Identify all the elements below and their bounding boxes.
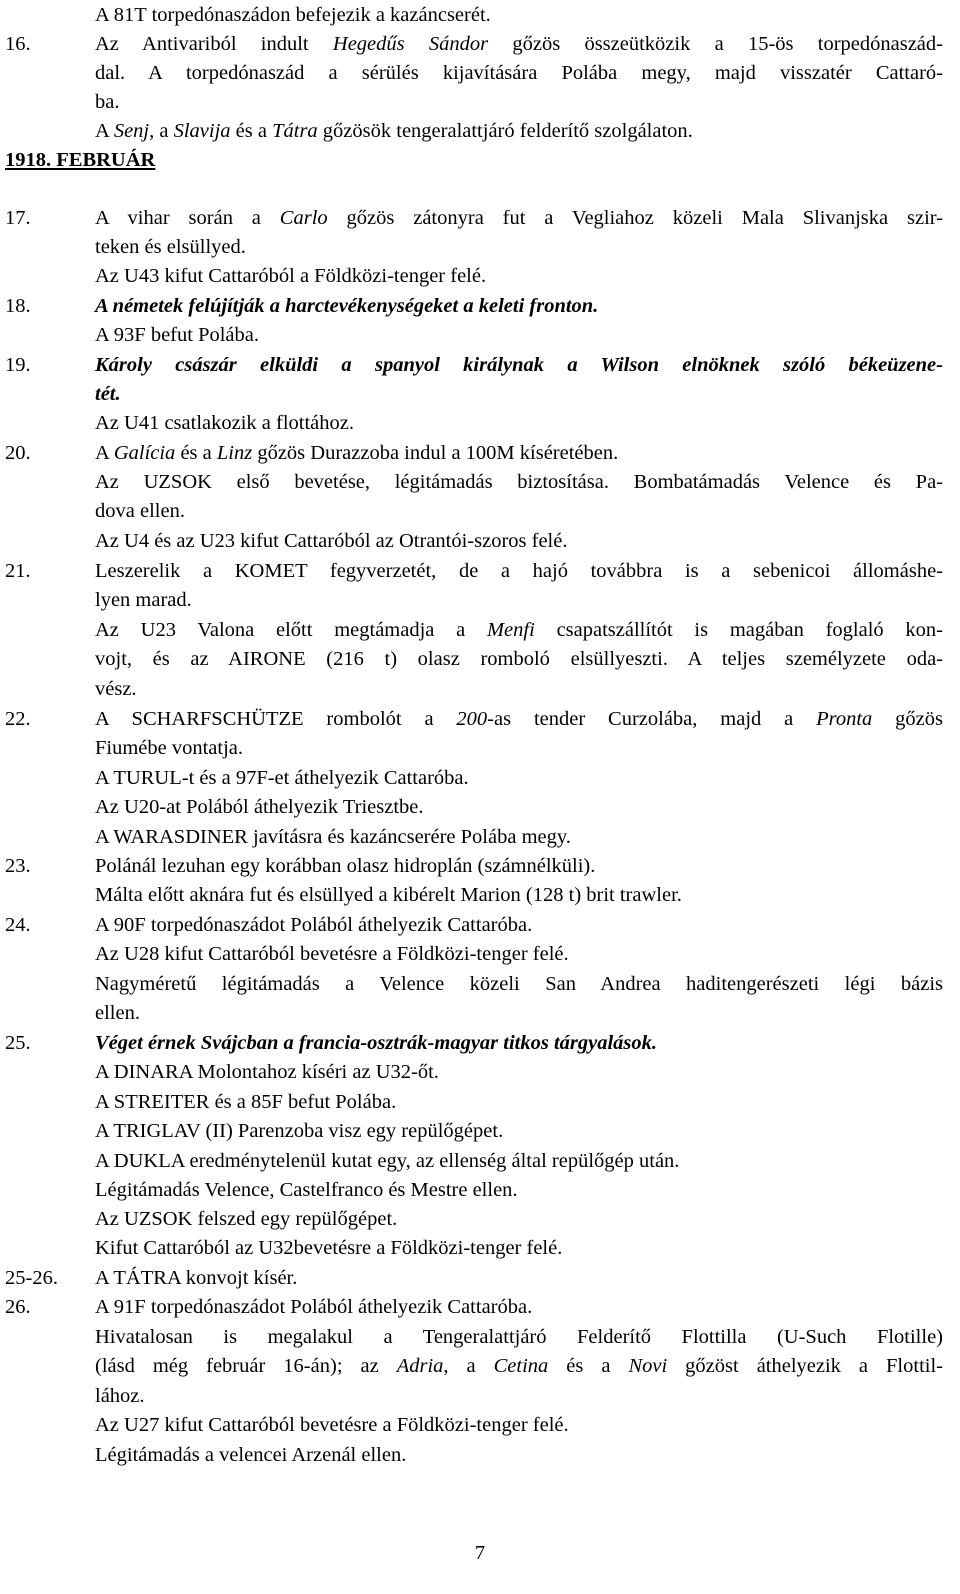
entry-text: A TÁTRA konvojt kísér. — [95, 1267, 298, 1289]
entry-date: 19. — [5, 354, 31, 376]
entry-text: Károly császár elküldi a spanyol királynak a Wilson elnöknek szóló békeüzene- — [95, 354, 943, 376]
chronology-entry — [0, 261, 960, 291]
entry-text: A STREITER és a 85F befut Polába. — [95, 1091, 397, 1113]
entry-text: Polánál lezuhan egy korábban olasz hidroplán (számnélküli). — [95, 855, 596, 877]
entry-text: A 93F befut Polába. — [95, 324, 259, 346]
entry-text: Az U27 kifut Cattaróból bevetésre a Földközi-tenger felé. — [95, 1414, 569, 1436]
chronology-entry — [0, 998, 960, 1028]
chronology-entry — [0, 1087, 960, 1117]
chronology-entry — [0, 408, 960, 438]
chronology-entry — [0, 0, 960, 30]
month-heading: 1918. FEBRUÁR — [5, 149, 156, 171]
chronology-entry — [0, 880, 960, 910]
ship-name: Cetina — [493, 1355, 549, 1377]
entry-text: A DUKLA eredménytelenül kutat egy, az ellenség által repülőgép után. — [95, 1150, 680, 1172]
chronology-entry — [0, 438, 960, 468]
entry-text: Az U43 kifut Cattaróból a Földközi-tenger felé. — [95, 265, 487, 287]
entry-text: A SCHARFSCHÜTZE rombolót a 200-as tender Curzolába, majd a Pronta gőzös — [95, 708, 943, 730]
chronology-entry — [0, 733, 960, 763]
chronology-entry — [0, 1146, 960, 1176]
chronology-entry — [0, 203, 960, 233]
entry-text: Leszerelik a KOMET fegyverzetét, de a hajó továbbra is a sebenicoi állomáshe- — [95, 560, 943, 582]
entry-text: Hivatalosan is megalakul a Tengeralattjáró Felderítő Flottilla (U-Such Flotille) — [95, 1326, 943, 1348]
entry-text: vojt, és az AIRONE (216 t) olasz romboló elsüllyeszti. A teljes személyzete oda- — [95, 648, 943, 670]
chronology-entry — [0, 822, 960, 852]
entry-text: Az U23 Valona előtt megtámadja a Menfi csapatszállítót is magában foglaló kon- — [95, 619, 943, 641]
chronology-entry — [0, 1204, 960, 1234]
chronology-entry — [0, 116, 960, 146]
chronology-entry — [0, 763, 960, 793]
entry-text: Az U4 és az U23 kifut Cattaróból az Otrantói-szoros felé. — [95, 530, 568, 552]
chronology-entry — [0, 232, 960, 262]
chronology-entry — [0, 1263, 960, 1293]
chronology-entry — [0, 87, 960, 117]
chronology-entry — [0, 467, 960, 497]
chronology-entry — [0, 1322, 960, 1352]
entry-text: dova ellen. — [95, 500, 185, 522]
ship-name: Galícia — [113, 442, 176, 464]
entry-text: (lásd még február 16-án); az Adria, a Cetina és a Novi gőzöst áthelyezik a Flottil- — [95, 1355, 943, 1377]
entry-date: 26. — [5, 1296, 31, 1318]
chronology-entry — [0, 29, 960, 59]
chronology-entry — [0, 1410, 960, 1440]
entry-text: A 90F torpedónaszádot Polából áthelyezik Cattaróba. — [95, 914, 533, 936]
chronology-entry — [0, 58, 960, 88]
entry-text: Az U41 csatlakozik a flottához. — [95, 412, 355, 434]
entry-text: dal. A torpedónaszád a sérülés kijavítására Polába megy, majd visszatér Cattaró- — [95, 62, 943, 84]
chronology-entry — [0, 379, 960, 409]
ship-name: Slavija — [173, 120, 231, 142]
entry-text: A WARASDINER javításra és kazáncserére Polába megy. — [95, 826, 571, 848]
entry-date: 18. — [5, 295, 31, 317]
chronology-entry — [0, 674, 960, 704]
chronology-entry — [0, 585, 960, 615]
ship-name: Tátra — [272, 120, 318, 142]
entry-text: vész. — [95, 678, 137, 700]
entry-text: Az UZSOK felszed egy repülőgépet. — [95, 1208, 398, 1230]
chronology-entry — [0, 704, 960, 734]
entry-text: Az UZSOK első bevetése, légitámadás biztosítása. Bombatámadás Velence és Pa- — [95, 471, 943, 493]
entry-text: Légitámadás a velencei Arzenál ellen. — [95, 1444, 407, 1466]
ship-name: Adria — [396, 1355, 444, 1377]
entry-date: 23. — [5, 855, 31, 877]
entry-text: Nagyméretű légitámadás a Velence közeli San Andrea haditengerészeti légi bázis — [95, 973, 943, 995]
entry-date: 22. — [5, 708, 31, 730]
chronology-entry — [0, 1057, 960, 1087]
chronology-entry — [0, 526, 960, 556]
entry-text: Málta előtt aknára fut és elsüllyed a kibérelt Marion (128 t) brit trawler. — [95, 884, 682, 906]
entry-text: Légitámadás Velence, Castelfranco és Mestre ellen. — [95, 1179, 518, 1201]
chronology-entry — [0, 644, 960, 674]
entry-text: A 81T torpedónaszádon befejezik a kazáncserét. — [95, 4, 491, 26]
chronology-entry — [0, 496, 960, 526]
ship-name: Menfi — [486, 619, 535, 641]
chronology-entry — [0, 969, 960, 999]
ship-name: 200 — [456, 708, 488, 730]
entry-date: 20. — [5, 442, 31, 464]
entry-text: Az U28 kifut Cattaróból bevetésre a Földközi-tenger felé. — [95, 943, 569, 965]
entry-date: 17. — [5, 207, 31, 229]
entry-text: A németek felújítják a harctevékenységeket a keleti fronton. — [95, 295, 599, 317]
chronology-entry — [0, 851, 960, 881]
entry-text: lához. — [95, 1385, 145, 1407]
chronology-entry — [0, 615, 960, 645]
ship-name: Pronta — [816, 708, 873, 730]
entry-date: 25. — [5, 1032, 31, 1054]
entry-text: A 91F torpedónaszádot Polából áthelyezik Cattaróba. — [95, 1296, 533, 1318]
chronology-entry — [0, 320, 960, 350]
chronology-entry — [0, 1233, 960, 1263]
entry-text: Fiumébe vontatja. — [95, 737, 244, 759]
chronology-entry — [0, 792, 960, 822]
month-heading-row — [0, 145, 960, 175]
entry-text: Az U20-at Polából áthelyezik Triesztbe. — [95, 796, 424, 818]
entry-text: lyen marad. — [95, 589, 192, 611]
chronology-entry — [0, 1028, 960, 1058]
page-number: 7 — [474, 1542, 486, 1564]
entry-text: Kifut Cattaróból az U32bevetésre a Földközi-tenger felé. — [95, 1237, 563, 1259]
entry-text: A vihar során a Carlo gőzös zátonyra fut a Vegliahoz közeli Mala Slivanjska szir- — [95, 207, 944, 229]
chronology-entry — [0, 1116, 960, 1146]
entry-text: A Senj, a Slavija és a Tátra gőzösök tengeralattjáró felderítő szolgálaton. — [95, 120, 693, 142]
entry-text: A TURUL-t és a 97F-et áthelyezik Cattaróba. — [95, 767, 469, 789]
entry-date: 16. — [5, 33, 31, 55]
chronology-entry — [0, 910, 960, 940]
ship-name: Carlo — [279, 207, 328, 229]
entry-text: teken és elsüllyed. — [95, 236, 246, 258]
entry-text: tét. — [95, 383, 121, 405]
chronology-entry — [0, 291, 960, 321]
chronology-entry — [0, 1351, 960, 1381]
entry-text: Véget érnek Svájcban a francia-osztrák-magyar titkos tárgyalások. — [95, 1032, 658, 1054]
ship-name: Senj — [113, 120, 150, 142]
chronology-entry — [0, 556, 960, 586]
chronology-entry — [0, 1381, 960, 1411]
entry-text: A DINARA Molontahoz kíséri az U32-őt. — [95, 1061, 439, 1083]
ship-name: Hegedűs Sándor — [332, 33, 489, 55]
chronology-entry — [0, 1175, 960, 1205]
chronology-entry — [0, 1292, 960, 1322]
entry-text: Az Antivariból indult Hegedűs Sándor gőzös összeütközik a 15-ös torpedónaszád- — [95, 33, 943, 55]
entry-date: 21. — [5, 560, 31, 582]
entry-text: A TRIGLAV (II) Parenzoba visz egy repülőgépet. — [95, 1120, 504, 1142]
chronology-entry — [0, 1440, 960, 1470]
chronology-entry — [0, 350, 960, 380]
entry-text: A Galícia és a Linz gőzös Durazzoba indul a 100M kíséretében. — [95, 442, 619, 464]
entry-date: 24. — [5, 914, 31, 936]
ship-name: Novi — [628, 1355, 668, 1377]
entry-date: 25-26. — [5, 1267, 58, 1289]
entry-text: ellen. — [95, 1002, 140, 1024]
entry-text: ba. — [95, 91, 120, 113]
chronology-entry — [0, 939, 960, 969]
ship-name: Linz — [216, 442, 253, 464]
